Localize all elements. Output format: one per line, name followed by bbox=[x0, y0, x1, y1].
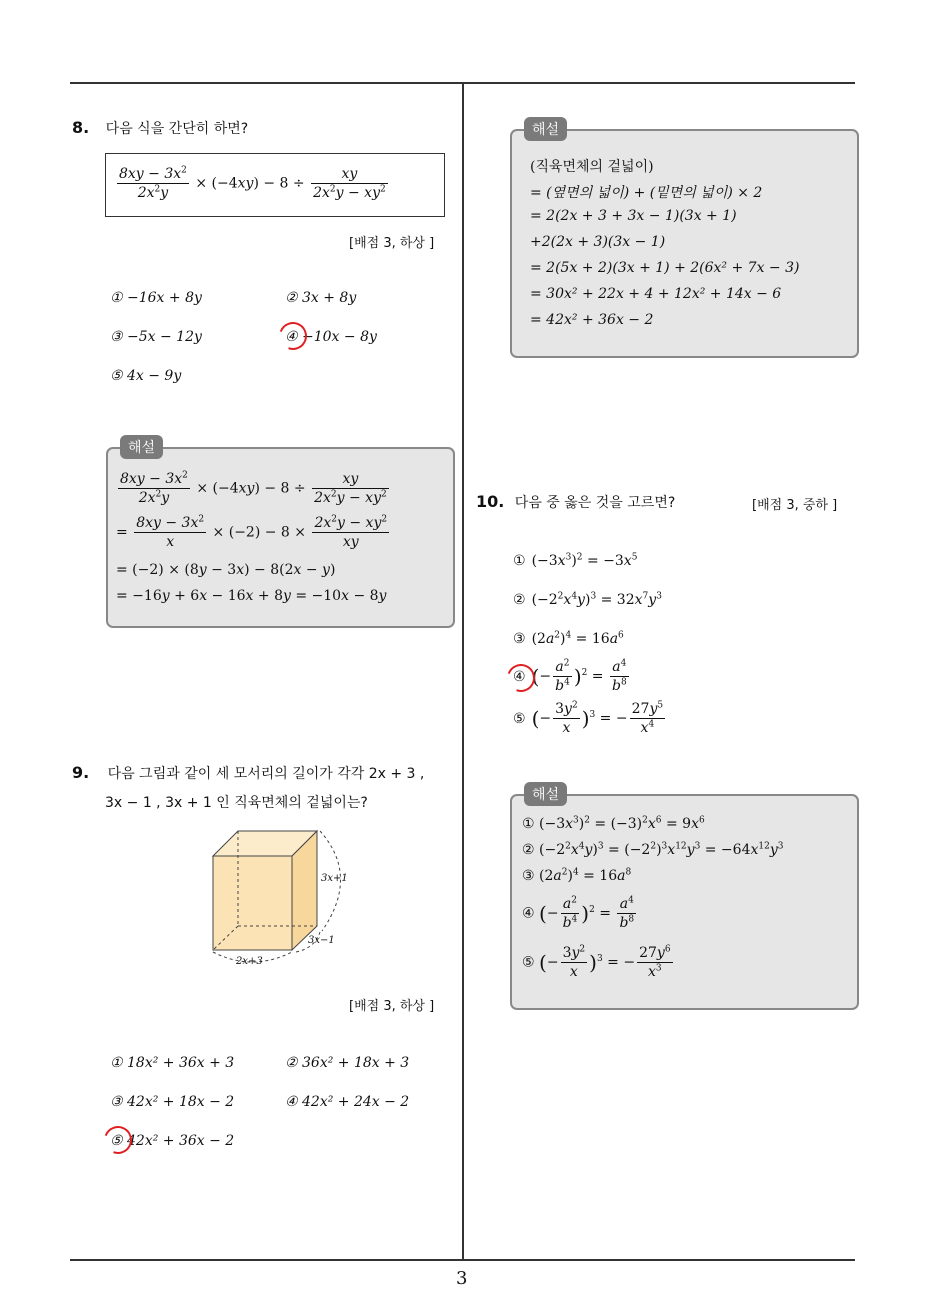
q8-solution-line-1: $\frac{8xy - 3x^2}{2x^2y}$ × (−4xy) − 8 ÷ $\frac{xy}{2x^2y - xy^2}$ bbox=[120, 470, 387, 506]
question-number: 10. bbox=[476, 492, 505, 511]
column-divider bbox=[462, 82, 464, 1260]
q9-option-4[interactable]: ④ 42x² + 24x − 2 bbox=[285, 1094, 410, 1110]
q9-solution-line-1: (직육면체의 겉넓이) bbox=[530, 159, 654, 175]
q8-option-1[interactable]: ① −16x + 8y bbox=[110, 290, 202, 306]
q10-solution-line-1: ① $(-3x^3)^2 = (-3)^2x^6 = 9x^6$ bbox=[522, 815, 705, 832]
q10-solution-line-4: ④ (− $\frac{a^2}{b^4}$ )$^2$ = $\frac{a^4}{b^8}$ bbox=[522, 895, 635, 931]
q8-solution-line-3: = (−2) × (8y − 3x) − 8(2x − y) bbox=[116, 562, 336, 578]
question-8 bbox=[72, 118, 248, 138]
q8-answer-mark bbox=[274, 317, 311, 354]
q10-option-5[interactable]: ⑤ (− $\frac{3y^2}{x}$ )$^3$ = − $\frac{27y^5}{x^4}$ bbox=[513, 700, 664, 736]
q8-option-3[interactable]: ③ −5x − 12y bbox=[110, 329, 202, 345]
q9-option-5[interactable]: ⑤ 42x² + 36x − 2 bbox=[110, 1133, 235, 1149]
question-text: 다음 식을 간단히 하면? bbox=[105, 121, 249, 137]
bottom-rule bbox=[70, 1259, 855, 1261]
q8-solution-tag: 해설 bbox=[120, 435, 163, 459]
q9-solution-line-7: = 42x² + 36x − 2 bbox=[530, 312, 654, 328]
question-number: 8. bbox=[72, 118, 90, 137]
q10-solution-line-3: ③ $(2a^2)^4 = 16a^8$ bbox=[522, 867, 632, 884]
figure-label-width: 2x+3 bbox=[236, 956, 263, 967]
figure-label-depth: 3x−1 bbox=[308, 935, 335, 946]
q8-option-2[interactable]: ② 3x + 8y bbox=[285, 290, 357, 306]
q9-option-2[interactable]: ② 36x² + 18x + 3 bbox=[285, 1055, 410, 1071]
q9-solution-line-6: = 30x² + 22x + 4 + 12x² + 14x − 6 bbox=[530, 286, 782, 302]
figure-label-height: 3x+1 bbox=[321, 873, 348, 884]
q9-option-1[interactable]: ① 18x² + 36x + 3 bbox=[110, 1055, 235, 1071]
q10-score: [배점 3, 중하 ] bbox=[752, 498, 838, 513]
q9-solution-line-4: +2(2x + 3)(3x − 1) bbox=[530, 234, 666, 250]
q8-solution-line-4: = −16y + 6x − 16x + 8y = −10x − 8y bbox=[116, 588, 387, 604]
question-10 bbox=[476, 492, 675, 512]
q10-option-4[interactable]: ④ (− $\frac{a^2}{b^4}$ )$^2$ = $\frac{a^4}{b^8}$ bbox=[513, 658, 627, 694]
q8-option-5[interactable]: ⑤ 4x − 9y bbox=[110, 368, 182, 384]
cuboid-figure bbox=[200, 826, 360, 971]
page-number: 3 bbox=[456, 1268, 468, 1289]
question-number: 9. bbox=[72, 763, 90, 782]
q8-score: [배점 3, 하상 ] bbox=[349, 236, 435, 251]
q8-option-4[interactable]: ④ −10x − 8y bbox=[285, 329, 377, 345]
q10-solution-line-5: ⑤ (− $\frac{3y^2}{x}$ )$^3$ = − $\frac{27y^6}{x^3}$ bbox=[522, 944, 671, 980]
q10-solution-line-2: ② $(-2^2x^4y)^3 = (-2^2)^3x^{12}y^3 = -64x^{12}y^3$ bbox=[522, 841, 784, 858]
q9-solution-line-3: = 2(2x + 3 + 3x − 1)(3x + 1) bbox=[530, 208, 737, 224]
q9-solution-line-5: = 2(5x + 2)(3x + 1) + 2(6x² + 7x − 3) bbox=[530, 260, 800, 276]
question-text-line-2: 3x − 1 , 3x + 1 인 직육면체의 겉넓이는? bbox=[105, 795, 368, 811]
q9-score: [배점 3, 하상 ] bbox=[349, 999, 435, 1014]
q8-solution-line-2: = $\frac{8xy - 3x^2}{x}$ × (−2) − 8 × $\frac{2x^2y - xy^2}{xy}$ bbox=[116, 514, 388, 550]
q9-answer-mark bbox=[99, 1121, 136, 1158]
question-text-line-1: 다음 그림과 같이 세 모서리의 길이가 각각 2x + 3 , bbox=[107, 766, 425, 782]
q9-solution-line-2: = (옆면의 넓이) + (밑면의 넓이) × 2 bbox=[530, 185, 763, 201]
q10-solution-tag: 해설 bbox=[524, 782, 567, 806]
q10-option-1[interactable]: ① $(-3x^3)^2 = -3x^5$ bbox=[513, 552, 638, 569]
q9-option-3[interactable]: ③ 42x² + 18x − 2 bbox=[110, 1094, 235, 1110]
question-9 bbox=[72, 763, 424, 783]
q10-option-3[interactable]: ③ $(2a^2)^4 = 16a^6$ bbox=[513, 630, 624, 647]
q9-solution-tag: 해설 bbox=[524, 117, 567, 141]
q10-option-2[interactable]: ② $(-2^2x^4y)^3 = 32x^7y^3$ bbox=[513, 591, 662, 608]
q8-expression: $\frac{8xy - 3x^2}{2x^2y}$ × (−4xy) − 8 ÷ $\frac{xy}{2x^2y - xy^2}$ bbox=[119, 165, 386, 201]
question-text: 다음 중 옳은 것을 고르면? bbox=[514, 495, 676, 511]
